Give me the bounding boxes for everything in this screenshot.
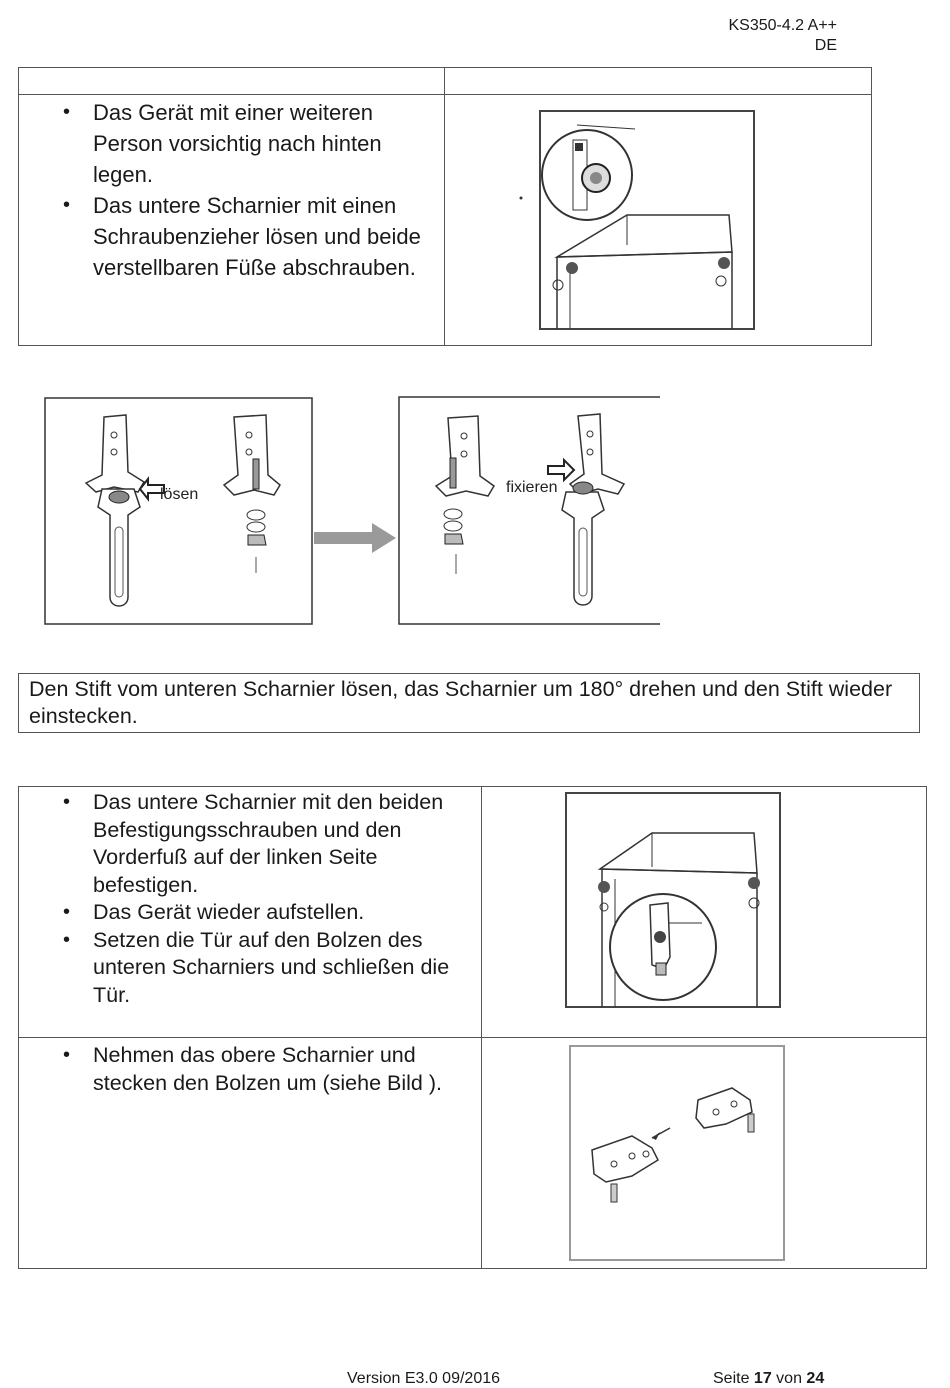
instruction-table-2 [18, 786, 927, 1269]
total-pages: 24 [806, 1370, 825, 1387]
illustration-cell [482, 1038, 927, 1269]
instruction-table-1 [18, 67, 872, 346]
illustration-cell [445, 95, 872, 346]
list-item: • Nehmen das obere Scharnier und stecken den Bolzen um (siehe Bild ). [19, 1042, 481, 1097]
model-number: KS350-4.2 A++ [728, 17, 837, 34]
upper-hinge-bolt-illustration [482, 1038, 926, 1263]
hinge-fix-figure [398, 396, 660, 625]
loosen-label: lösen [160, 486, 199, 503]
language-code: DE [814, 37, 837, 54]
hinge-loosen-figure [44, 397, 314, 625]
list-item: • Das Gerät mit einer weiteren Person vorsichtig nach hinten legen. [19, 97, 444, 190]
bullet-list [19, 97, 444, 283]
table-header-cell [19, 68, 445, 95]
illustration-cell [482, 787, 927, 1038]
hinge-loosen-illustration [44, 397, 314, 625]
bullet-list [19, 789, 481, 1009]
list-item: • Das untere Scharnier mit einen Schraubenzieher lösen und beide verstellbaren Füße abschrauben. [19, 190, 444, 283]
fix-label: fixieren [506, 479, 558, 496]
page-number: Seite 17 von 24 [713, 1370, 825, 1387]
list-item: • Das Gerät wieder aufstellen. [19, 899, 481, 927]
table-header-cell [445, 68, 872, 95]
instruction-text-cell [19, 787, 482, 1038]
instruction-text-cell [19, 1038, 482, 1269]
fridge-lying-back-illustration [445, 95, 871, 340]
hinge-instruction-note: Den Stift vom unteren Scharnier lösen, das Scharnier um 180° drehen und den Stift wieder einstecken. [18, 673, 920, 733]
hinge-fix-illustration [398, 396, 660, 625]
transition-arrow-icon [314, 523, 398, 553]
bullet-list [19, 1042, 481, 1097]
instruction-text-cell [19, 95, 445, 346]
document-version: Version E3.0 09/2016 [347, 1370, 501, 1387]
hinge-mounting-illustration [482, 787, 926, 1032]
document-header [728, 16, 837, 56]
list-item: • Das untere Scharnier mit den beiden Befestigungsschrauben und den Vorderfuß auf der linken Seite befestigen. [19, 789, 481, 899]
list-item: • Setzen die Tür auf den Bolzen des unteren Scharniers und schließen die Tür. [19, 927, 481, 1010]
current-page: 17 [753, 1370, 772, 1387]
